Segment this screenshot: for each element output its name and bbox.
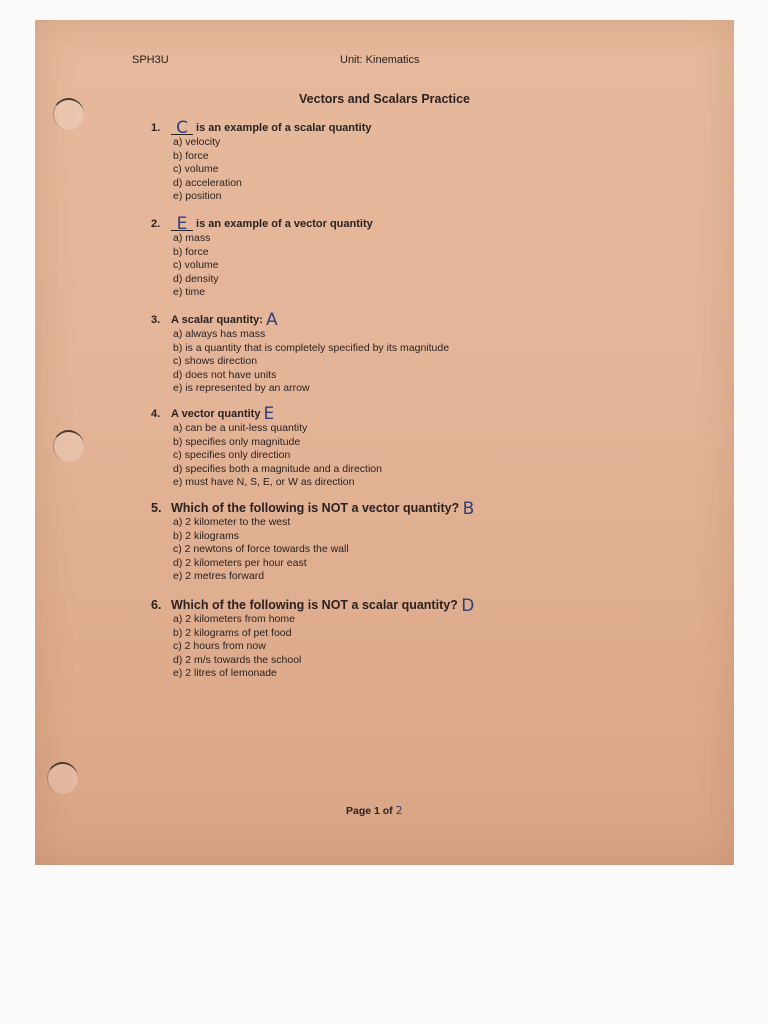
handwritten-answer: D xyxy=(461,596,475,616)
option: b) 2 kilograms xyxy=(173,529,239,542)
unit-label: Unit: Kinematics xyxy=(340,54,420,66)
option: b) 2 kilograms of pet food xyxy=(173,626,292,639)
option: d) specifies both a magnitude and a direction xyxy=(173,462,382,475)
option: c) 2 newtons of force towards the wall xyxy=(173,543,349,556)
option: c) shows direction xyxy=(173,355,258,368)
question-6 xyxy=(151,597,671,681)
option: b) force xyxy=(173,245,209,258)
question-4 xyxy=(151,406,671,490)
question-text: A scalar quantity: xyxy=(171,314,266,326)
option: d) does not have units xyxy=(173,368,277,381)
page-total: 2 xyxy=(395,804,403,817)
question-5 xyxy=(151,500,671,584)
option: c) volume xyxy=(173,259,219,272)
options-list xyxy=(151,136,671,204)
course-code: SPH3U xyxy=(132,54,169,66)
page-footer xyxy=(346,804,403,817)
option: e) 2 litres of lemonade xyxy=(173,667,277,680)
question-number: 3. xyxy=(151,314,161,326)
option: d) 2 kilometers per hour east xyxy=(173,556,307,569)
question-number: 6. xyxy=(151,598,162,612)
page-label: Page 1 of xyxy=(346,805,396,817)
option: c) volume xyxy=(173,163,219,176)
question-number: 5. xyxy=(151,501,162,515)
question-number: 2. xyxy=(151,218,161,230)
option: e) time xyxy=(173,286,206,299)
question-text: is an example of a vector quantity xyxy=(193,218,373,230)
option: d) acceleration xyxy=(173,176,242,189)
binder-hole xyxy=(47,762,78,794)
option: b) is a quantity that is completely specified by its magnitude xyxy=(173,341,450,354)
option: a) 2 kilometers from home xyxy=(173,613,295,625)
option: a) mass xyxy=(173,232,211,244)
question-text: Which of the following is NOT a scalar quantity? xyxy=(171,598,462,612)
handwritten-answer: E xyxy=(176,214,188,234)
option: d) density xyxy=(173,272,219,285)
option: e) 2 metres forward xyxy=(173,570,265,583)
option: a) always has mass xyxy=(173,328,266,340)
option: e) must have N, S, E, or W as direction xyxy=(173,476,355,489)
option: c) 2 hours from now xyxy=(173,640,266,653)
handwritten-answer: A xyxy=(265,310,278,330)
option: d) 2 m/s towards the school xyxy=(173,653,302,666)
question-text: A vector quantity xyxy=(171,408,264,420)
option: e) is represented by an arrow xyxy=(173,382,310,395)
options-list xyxy=(151,232,671,300)
options-list xyxy=(151,328,671,396)
option: a) 2 kilometer to the west xyxy=(173,516,291,528)
question-1 xyxy=(151,120,671,204)
handwritten-answer: B xyxy=(462,499,475,519)
question-number: 4. xyxy=(151,408,161,420)
binder-hole xyxy=(53,430,84,462)
question-number: 1. xyxy=(151,122,161,134)
options-list xyxy=(151,516,671,584)
handwritten-answer: E xyxy=(263,404,275,424)
option: b) force xyxy=(173,149,209,162)
question-3 xyxy=(151,312,671,396)
option: a) velocity xyxy=(173,136,221,148)
option: b) specifies only magnitude xyxy=(173,435,301,448)
handwritten-answer: C xyxy=(176,118,188,138)
page-title: Vectors and Scalars Practice xyxy=(299,92,470,106)
options-list xyxy=(151,613,671,681)
options-list xyxy=(151,422,671,490)
worksheet-page xyxy=(35,20,734,865)
option: c) specifies only direction xyxy=(173,449,291,462)
option: e) position xyxy=(173,190,222,203)
question-text: Which of the following is NOT a vector quantity? xyxy=(171,501,463,515)
question-2 xyxy=(151,216,671,300)
option: a) can be a unit-less quantity xyxy=(173,422,308,434)
question-text: is an example of a scalar quantity xyxy=(193,122,372,134)
